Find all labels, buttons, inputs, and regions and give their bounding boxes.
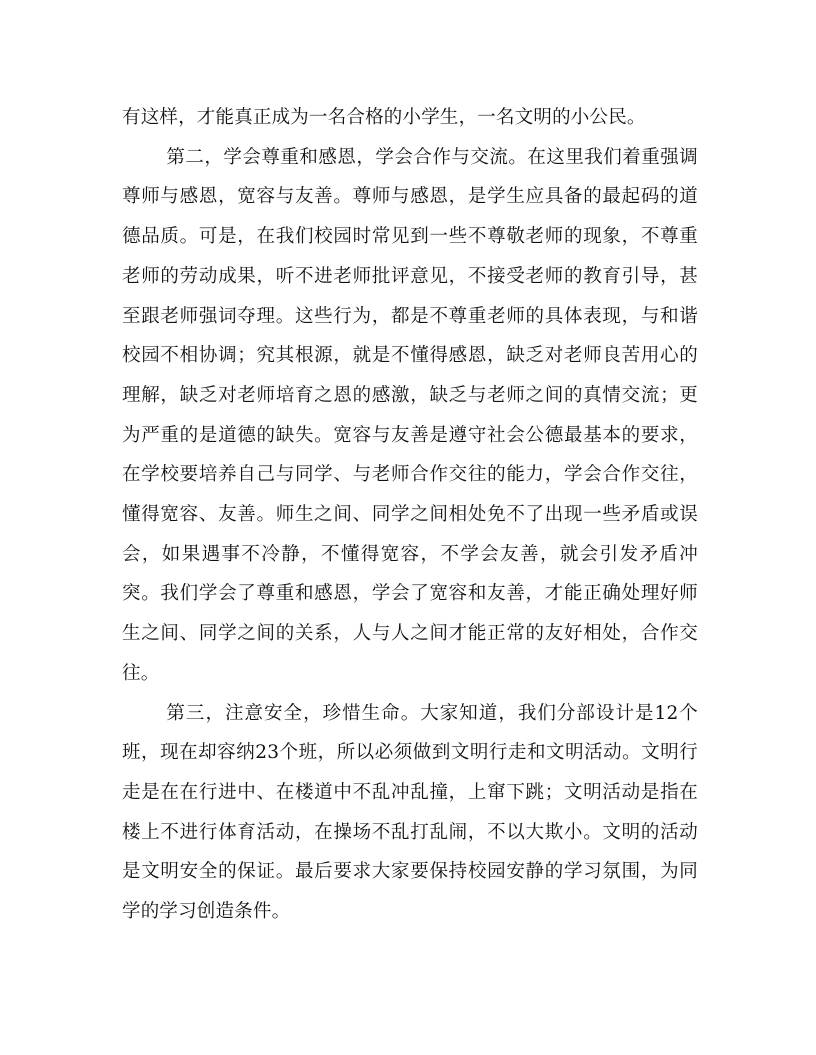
paragraph-continuation: 有这样，才能真正成为一名合格的小学生，一名文明的小公民。 <box>122 107 646 128</box>
paragraph-second-point: 第二，学会尊重和感恩，学会合作与交流。在这里我们着重强调尊师与感恩，宽容与友善。尊师与感恩，是学生应具备的最起码的道德品质。可是，在我们校园时常见到一些不尊敬老师的现象，不尊重老师的劳动成果，听不进老师批评意见，不接受老师的教育引导，甚至跟老师强词夺理。这些行为，都是不尊重老师的具体表现，与和谐校园不相协调；究其根源，就是不懂得感恩，缺乏对老师良苦用心的理解，缺乏对老师培育之恩的感激，缺乏与老师之间的真情交流；更为严重的是道德的缺失。宽容与友善是遵守社会公德最基本的要求，在学校要培养自己与同学、与老师合作交往的能力，学会合作交往，懂得宽容、友善。师生之间、同学之间相处免不了出现一些矛盾或误会，如果遇事不冷静，不懂得宽容，不学会友善，就会引发矛盾冲突。我们学会了尊重和感恩，学会了宽容和友善，才能正确处理好师生之间、同学之间的关系，人与人之间才能正常的友好相处，合作交往。 <box>122 146 698 684</box>
document-body <box>122 98 698 932</box>
paragraph-third-point: 第三，注意安全，珍惜生命。大家知道，我们分部设计是12个班，现在却容纳23个班，所以必须做到文明行走和文明活动。文明行走是在在行进中、在楼道中不乱冲乱撞，上窜下跳；文明活动是指在楼上不进行体育活动，在操场不乱打乱闹，不以大欺小。文明的活动是文明安全的保证。最后要求大家要保持校园安静的学习氛围，为同学的学习创造条件。 <box>122 702 698 923</box>
